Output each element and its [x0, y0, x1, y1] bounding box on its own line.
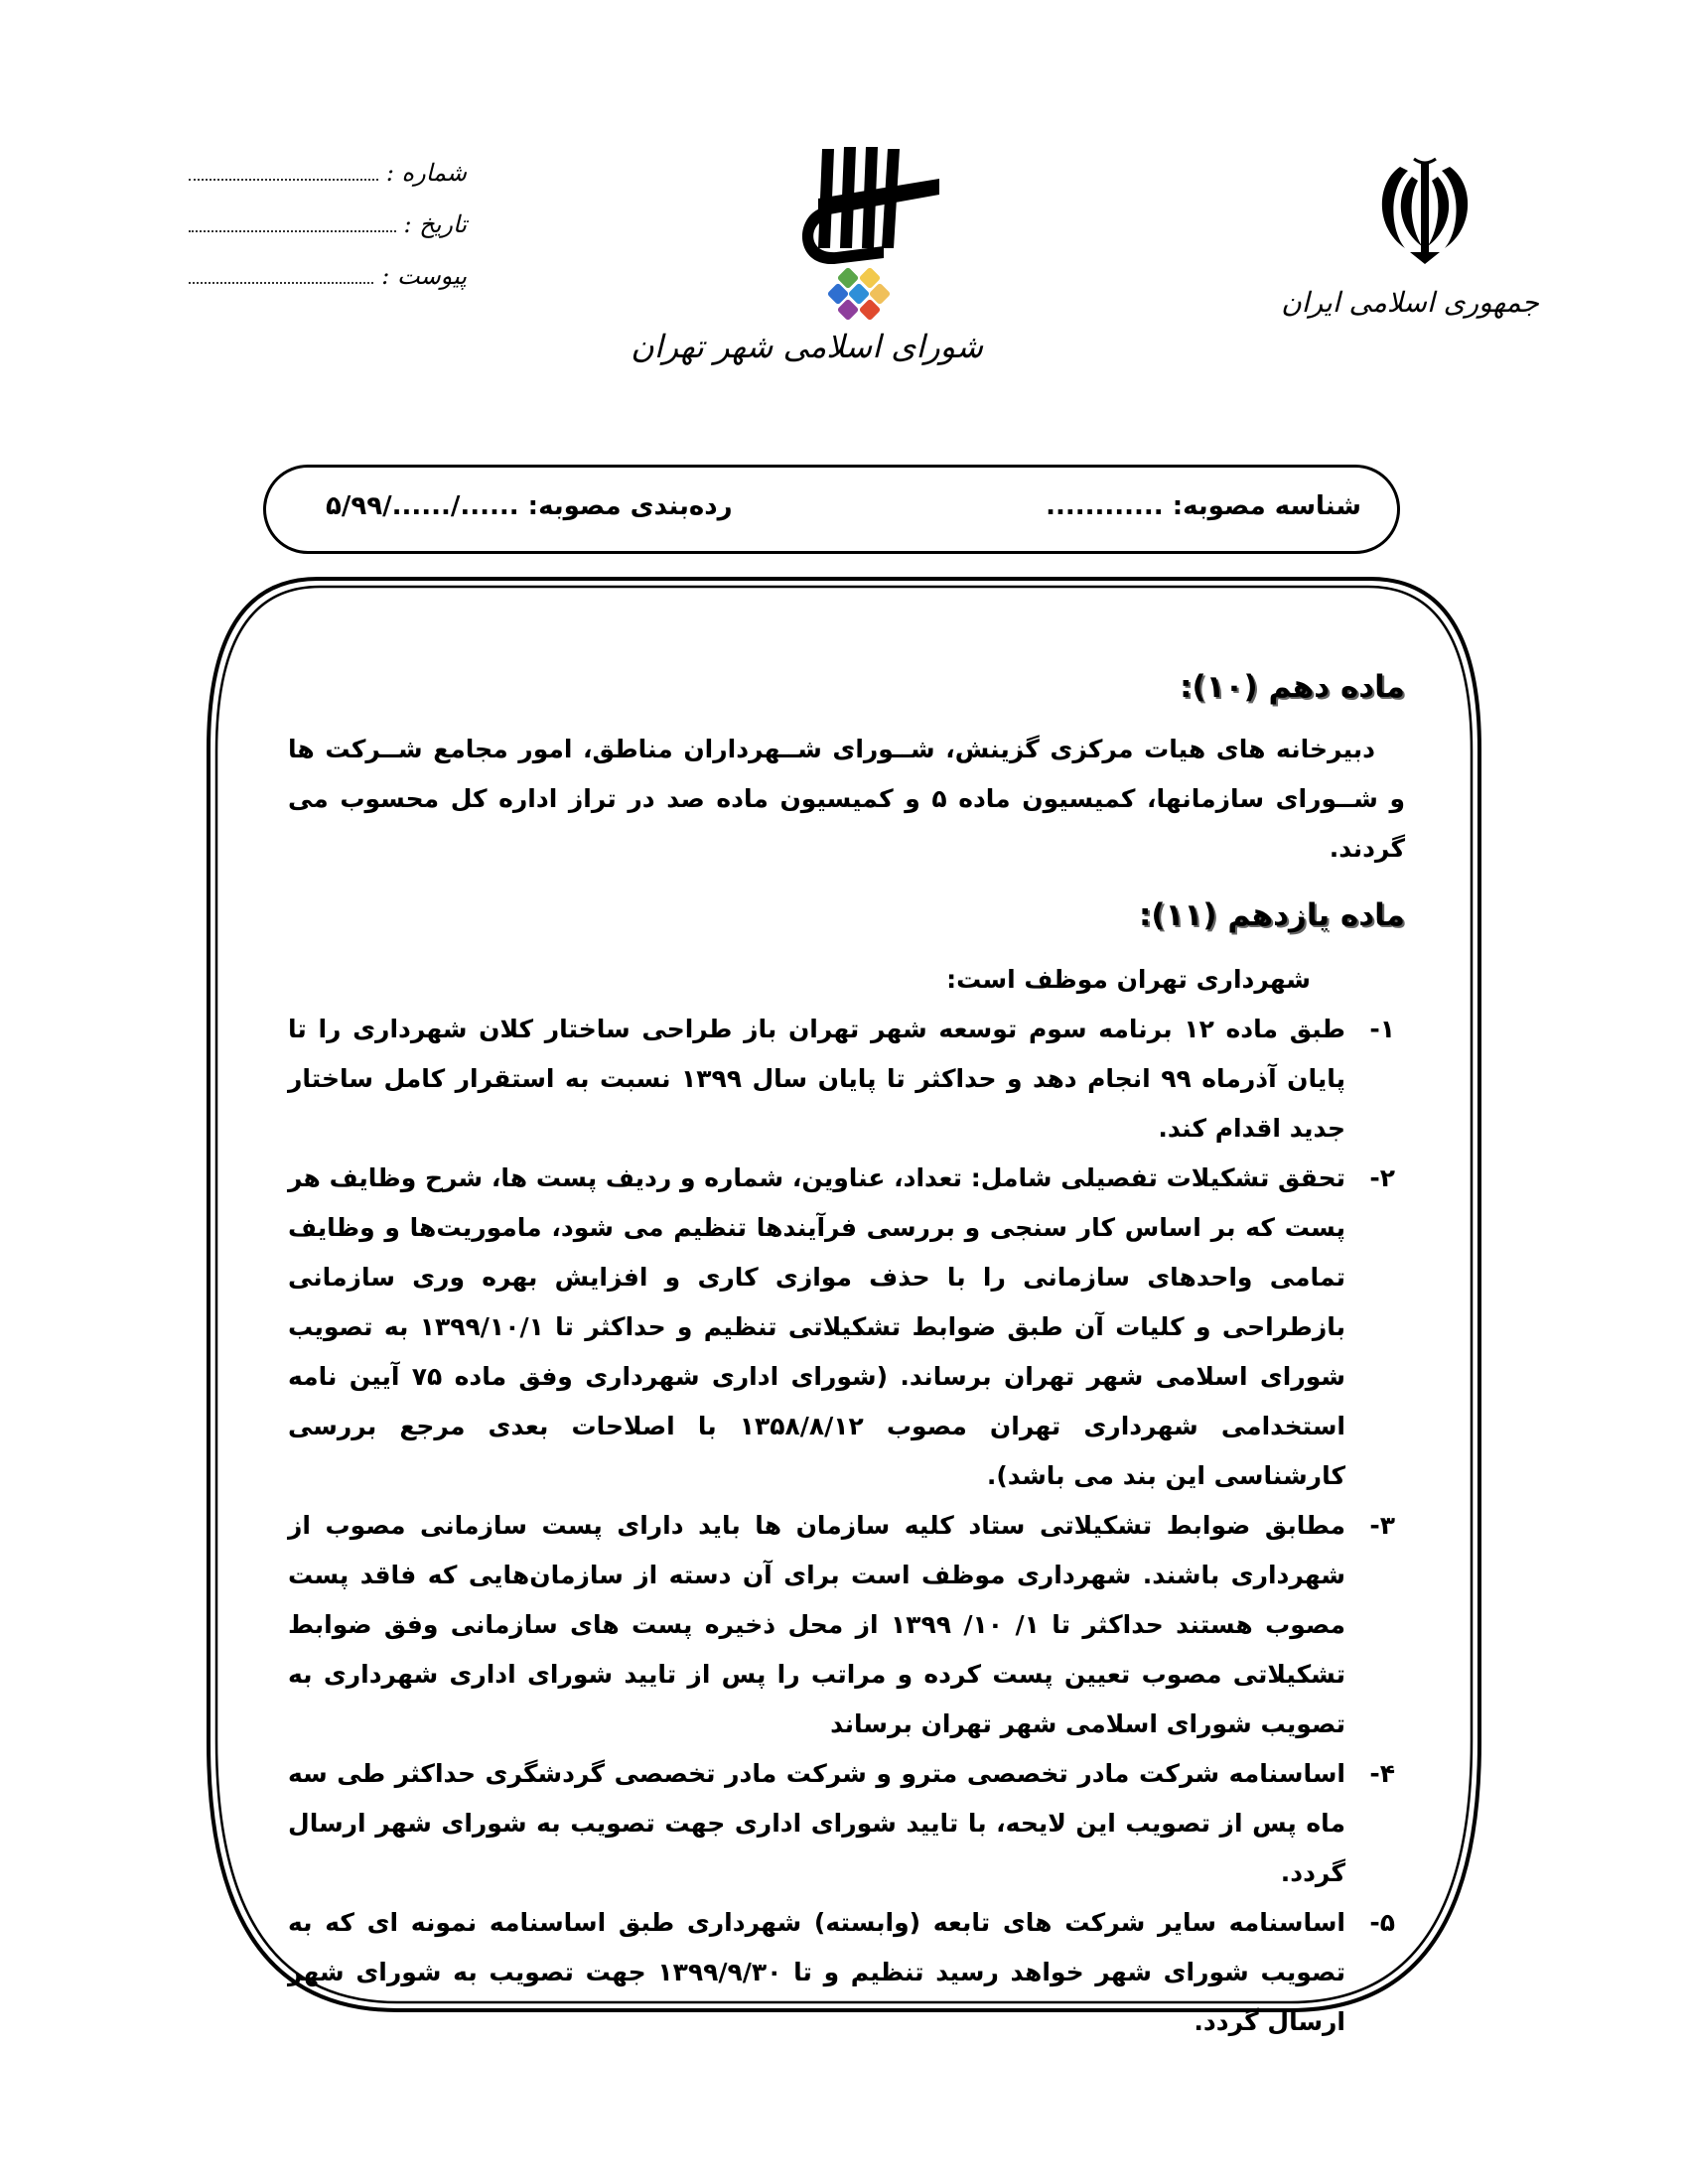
council-logo-block: [631, 139, 983, 365]
item-text: طبق ماده ۱۲ برنامه سوم توسعه شهر تهران باز طراحی ساختار کلان شهرداری را تا پایان آذرماه ۹۹ انجام دهد و حداکثر تا پایان سال ۱۳۹۹ نسبت به استقرار کامل ساختار جدید اقدام کند.: [288, 1015, 1346, 1143]
item-number: ۳-: [1369, 1511, 1395, 1540]
letter-meta-fields: [189, 159, 467, 314]
letter-number-label: شماره :: [385, 159, 467, 187]
article-10-title: ماده دهم (۱۰):: [1180, 669, 1405, 705]
list-item: [288, 1154, 1405, 1501]
letter-attachment-blank: [189, 282, 373, 284]
article-11-intro: شهرداری تهران موظف است:: [946, 965, 1311, 994]
approval-id: شناسه مصوبه: ............: [1046, 491, 1361, 521]
letter-date-label: تاریخ :: [403, 210, 467, 238]
article-10-paragraph: دبیرخانه های هیات مرکزی گزینش، شــورای شــهرداران مناطق، امور مجامع شــرکت ها و شــورای سازمانها، کمیسیون ماده ۵ و کمیسیون ماده صد در تراز اداره کل محسوب می گردند.: [288, 735, 1405, 863]
item-number: ۲-: [1369, 1163, 1395, 1192]
letter-date-blank: [189, 230, 396, 232]
item-text: اساسنامه شرکت مادر تخصصی مترو و شرکت مادر تخصصی گردشگری حداکثر طی سه ماه پس از تصویب این لایحه، با تایید شورای اداری جهت تصویب به شورای شهر ارسال گردد.: [288, 1759, 1345, 1887]
iran-emblem-icon: [1370, 149, 1479, 268]
letter-number-blank: [189, 179, 378, 181]
approval-classification: رده‌بندی مصوبه: ....../....../۵/۹۹: [326, 491, 733, 521]
list-item: [288, 1898, 1405, 2047]
item-number: ۴-: [1369, 1759, 1395, 1788]
council-caption: شورای اسلامی شهر تهران: [631, 328, 983, 365]
approval-id-box: [263, 465, 1400, 554]
item-text: مطابق ضوابط تشکیلاتی ستاد کلیه سازمان ها باید دارای پست سازمانی مصوب از شهرداری باشند. شهرداری موظف است برای آن دسته از سازمان‌هایی که فاقد پست مصوب هستند حداکثر تا ۱/ ۱۰/ ۱۳۹۹ از محل ذخیره پست های سازمانی وفق ضوابط تشکیلاتی مصوب تعیین پست کرده و مراتب را پس از تایید شورای اداری شهرداری به تصویب شورای اسلامی شهر تهران برساند: [288, 1511, 1345, 1738]
letter-date-field: [189, 210, 467, 262]
article-10: [288, 657, 1405, 874]
document-body: [288, 645, 1405, 2047]
list-item: [288, 1749, 1405, 1898]
item-number: ۱-: [1369, 1015, 1395, 1043]
emblem-caption: جمهوری اسلامی ایران: [1281, 286, 1539, 319]
article-11-title: ماده یازدهم (۱۱):: [1138, 897, 1405, 933]
list-item: [288, 1501, 1405, 1749]
council-logo-icon: [765, 139, 943, 328]
article-11: [288, 886, 1405, 2047]
letter-number-field: [189, 159, 467, 210]
iran-emblem-block: [1281, 149, 1539, 319]
item-number: ۵-: [1369, 1908, 1395, 1937]
item-text: اساسنامه سایر شرکت های تابعه (وابسته) شهرداری طبق اساسنامه نمونه ای که به تصویب شورای شهر خواهد رسید تنظیم و تا ۱۳۹۹/۹/۳۰ جهت تصویب به شورای شهر ارسال گردد.: [288, 1908, 1345, 2036]
article-11-items: [288, 1005, 1405, 2047]
list-item: [288, 1005, 1405, 1154]
letter-attachment-label: پیوست :: [381, 262, 467, 290]
letter-attachment-field: [189, 262, 467, 314]
item-text: تحقق تشکیلات تفصیلی شامل: تعداد، عناوین، شماره و ردیف پست ها، شرح وظایف هر پست که بر اساس کار سنجی و بررسی فرآیندها تنظیم می شود، ماموریت‌ها و وظایف تمامی واحدهای سازمانی را با حذف موازی کاری و افزایش بهره وری سازمانی بازطراحی و کلیات آن طبق ضوابط تشکیلاتی تنظیم و حداکثر تا ۱۳۹۹/۱۰/۱ به تصویب شورای اسلامی شهر تهران برساند. (شورای اداری شهرداری وفق ماده ۷۵ آیین نامه استخدامی شهرداری تهران مصوب ۱۳۵۸/۸/۱۲ با اصلاحات بعدی مرجع بررسی کارشناسی این بند می باشد).: [288, 1163, 1345, 1490]
